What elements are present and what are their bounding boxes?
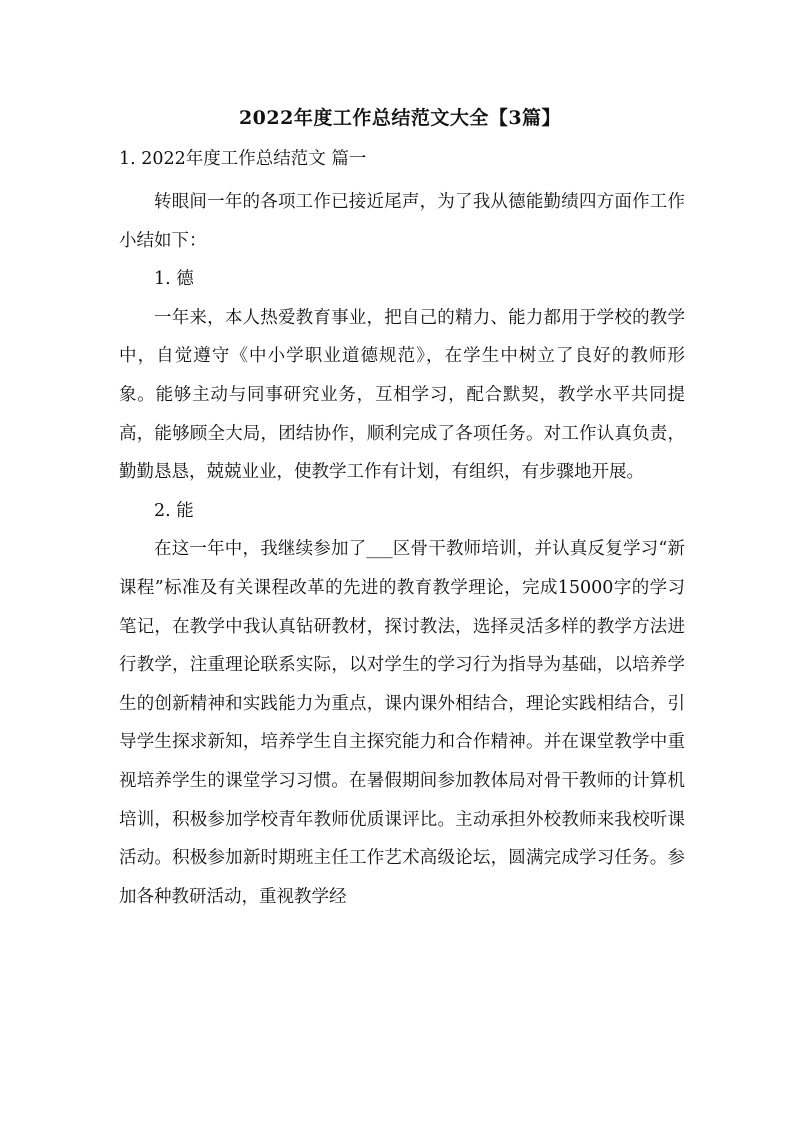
neng-paragraph: 在这一年中，我继续参加了___区骨干教师培训，并认真反复学习“新课程”标准及有关课程改革的先进的教育教学理论，完成15000字的学习笔记，在教学中我认真钻研教材，探讨教法，选择灵活多样的教学方法进行教学，注重理论联系实际，以对学生的学习行为指导为基础，以培养学生的创新精神和实践能力为重点，课内课外相结合，理论实践相结合，引导学生探求新知，培养学生自主探究能力和合作精神。并在课堂教学中重视培养学生的课堂学习习惯。在暑假期间参加教体局对骨干教师的计算机培训，积极参加学校青年教师优质课评比。主动承担外校教师来我校听课活动。积极参加新时期班主任工作艺术高级论坛，圆满完成学习任务。参加各种教研活动，重视教学经: [119, 539, 685, 907]
section-heading: 1. 2022年度工作总结范文 篇一: [119, 149, 367, 169]
item-heading-de: 1. 德: [154, 269, 194, 290]
intro-paragraph: 转眼间一年的各项工作已接近尾声，为了我从德能勤绩四方面作工作小结如下：: [119, 192, 685, 251]
document-body: [119, 183, 685, 916]
page-title: 2022年度工作总结范文大全【3篇】: [238, 107, 562, 129]
item-heading-neng: 2. 能: [154, 500, 194, 521]
de-paragraph: 一年来，本人热爱教育事业，把自己的精力、能力都用于学校的教学中，自觉遵守《中小学职业道德规范》，在学生中树立了良好的教师形象。能够主动与同事研究业务，互相学习，配合默契，教学水平共同提高，能够顾全大局，团结协作，顺利完成了各项任务。对工作认真负责，勤勤恳恳，兢兢业业，使教学工作有计划，有组织，有步骤地开展。: [119, 307, 685, 483]
